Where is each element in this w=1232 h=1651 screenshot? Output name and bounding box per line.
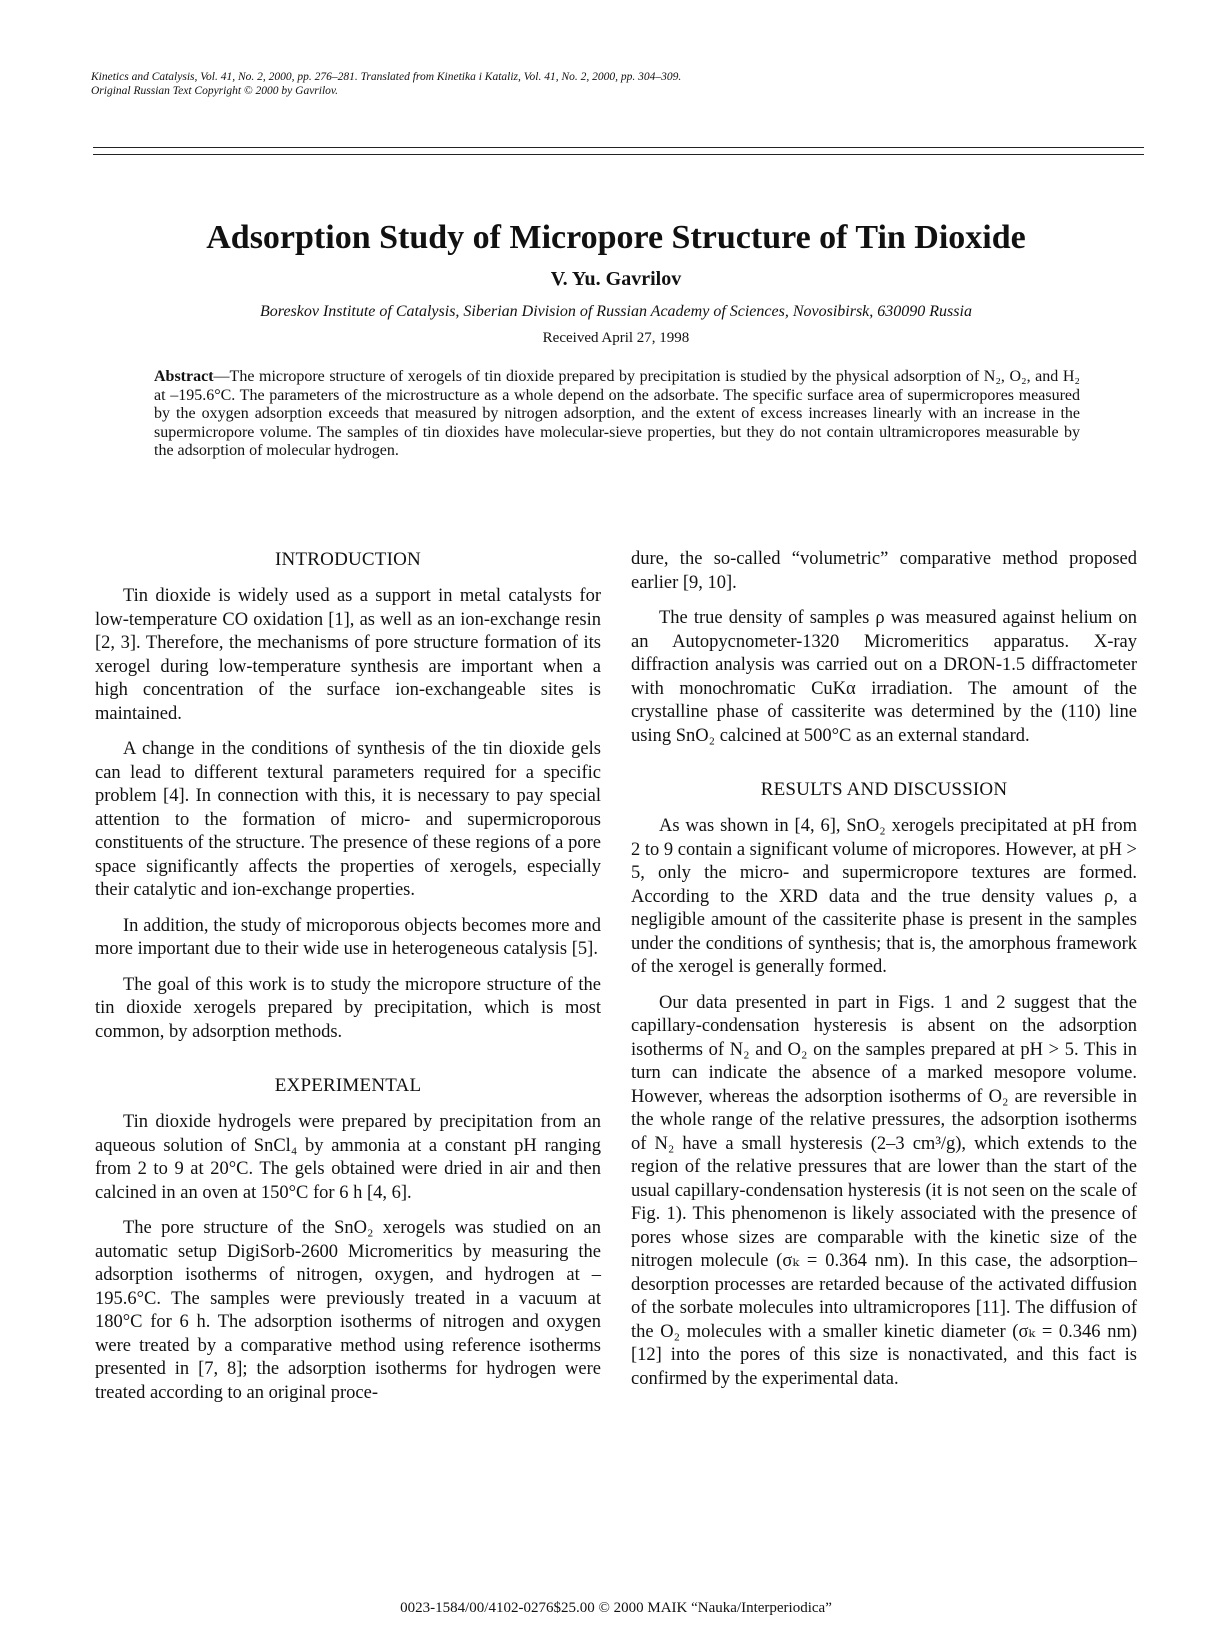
affiliation: Boreskov Institute of Catalysis, Siberian Division of Russian Academy of Sciences, Novosibirsk, 630090 Russia bbox=[260, 303, 972, 320]
intro-paragraph-1: Tin dioxide is widely used as a support in metal catalysts for low-temperature CO oxidation [1], as well as an ion-exchange resin [2, 3]. Therefore, the mechanisms of pore structure formation of its xerogel during low-temperature synthesis are important when a high concentration of the surface ion-exchangeable sites is maintained. bbox=[95, 586, 601, 724]
header-rule-top bbox=[93, 147, 1144, 148]
density-paragraph: The true density of samples ρ was measured against helium on an Autopycnometer-1320 Micromeritics apparatus. X-ray diffraction analysis was carried out on a DRON-1.5 diffractometer with monochromatic CuKα irradiation. The amount of the crystalline phase of cassiterite was determined by the (110) line using SnO₂ calcined at 500°C as an external standard. bbox=[631, 608, 1137, 746]
footer-copyright: 0023-1584/00/4102-0276$25.00 © 2000 MAIK “Nauka/Interperiodica” bbox=[400, 1600, 832, 1616]
results-heading: RESULTS AND DISCUSSION bbox=[760, 779, 1008, 800]
header-copyright: Original Russian Text Copyright © 2000 by Gavrilov. bbox=[91, 85, 339, 97]
experimental-paragraph-2: The pore structure of the SnO₂ xerogels was studied on an automatic setup DigiSorb-2600 Micromeritics by measuring the adsorption isotherms of nitrogen, oxygen, and hydrogen at –195.6°C. The samples were previously treated in a vacuum at 180°C for 6 h. The adsorption isotherms of nitrogen and oxygen were treated by a comparative method using reference isotherms presented in [7, 8]; the adsorption isotherms for hydrogen were treated according to an original proce- bbox=[95, 1218, 601, 1403]
continued-paragraph: dure, the so-called “volumetric” comparative method proposed earlier [9, 10]. bbox=[631, 549, 1137, 593]
intro-paragraph-3: In addition, the study of microporous objects becomes more and more important due to their wide use in heterogeneous catalysis [5]. bbox=[95, 915, 601, 959]
received-date: Received April 27, 1998 bbox=[542, 330, 690, 346]
results-paragraph-1: As was shown in [4, 6], SnO₂ xerogels precipitated at pH from 2 to 9 contain a significant volume of micropores. However, at pH > 5, only the micro- and supermicropore textures are formed. According to the XRD data and the true density values ρ, a negligible amount of the cassiterite phase is present in the samples under the conditions of synthesis; that is, the amorphous framework of the xerogel is generally formed. bbox=[631, 816, 1137, 977]
left-column bbox=[95, 548, 601, 1417]
intro-paragraph-2: A change in the conditions of synthesis of the tin dioxide gels can lead to different textural parameters required for a specific problem [4]. In connection with this, it is necessary to pay special attention to the formation of micro- and supermicroporous constituents of the structure. The presence of these regions of a pore space significantly affects the properties of xerogels, especially their catalytic and ion-exchange properties. bbox=[95, 739, 601, 900]
intro-paragraph-4: The goal of this work is to study the micropore structure of the tin dioxide xerogels prepared by precipitation, which is most common, by adsorption methods. bbox=[95, 974, 601, 1042]
abstract-label: Abstract bbox=[154, 368, 214, 385]
abstract bbox=[154, 368, 1080, 461]
introduction-heading: INTRODUCTION bbox=[275, 549, 421, 570]
results-paragraph-2: Our data presented in part in Figs. 1 and 2 suggest that the capillary-condensation hysteresis is absent on the adsorption isotherms of N₂ and O₂ on the samples prepared at pH > 5. This in turn can indicate the absence of a marked mesopore volume. However, whereas the adsorption isotherms of O₂ are reversible in the whole range of the relative pressures, the adsorption isotherms of N₂ have a small hysteresis (2–3 cm³/g), which extends to the region of the relative pressures that are lower than the start of the usual capillary-condensation hysteresis (it is not seen on the scale of Fig. 1). This phenomenon is likely associated with the presence of pores whose sizes are comparable with the kinetic size of the nitrogen molecule (σₖ = 0.364 nm). In this case, the adsorption–desorption processes are retarded because of the activated diffusion of the sorbate molecules into ultramicropores [11]. The diffusion of the O₂ molecules with a smaller kinetic diameter (σₖ = 0.346 nm) [12] into the pores of this size is nonactivated, and this fact is confirmed by the experimental data. bbox=[631, 992, 1137, 1389]
author: V. Yu. Gavrilov bbox=[550, 268, 682, 290]
header-rule-bottom bbox=[93, 154, 1144, 155]
right-column bbox=[631, 548, 1137, 1403]
experimental-paragraph-1: Tin dioxide hydrogels were prepared by precipitation from an aqueous solution of SnCl₄ by ammonia at a constant pH ranging from 2 to 9 at 20°C. The gels obtained were dried in air and then calcined in an oven at 150°C for 6 h [4, 6]. bbox=[95, 1112, 601, 1203]
paper-title: Adsorption Study of Micropore Structure of Tin Dioxide bbox=[206, 219, 1026, 256]
header-citation: Kinetics and Catalysis, Vol. 41, No. 2, 2000, pp. 276–281. Translated from Kinetika i Kataliz, Vol. 41, No. 2, 2000, pp. 304–309. bbox=[91, 71, 682, 83]
journal-header bbox=[91, 70, 1141, 98]
abstract-text: —The micropore structure of xerogels of tin dioxide prepared by precipitation is studied by the physical adsorption of N₂, O₂, and H₂ at –195.6°C. The parameters of the microstructure as a whole depend on the adsorbate. The specific surface area of supermicropores measured by the oxygen adsorption exceeds that measured by nitrogen adsorption, and the extent of excess increases linearly with an increase in the supermicropore volume. The samples of tin dioxides have molecular-sieve properties, but they do not contain ultramicropores measurable by the adsorption of molecular hydrogen. bbox=[154, 368, 1080, 459]
experimental-heading: EXPERIMENTAL bbox=[274, 1075, 422, 1096]
